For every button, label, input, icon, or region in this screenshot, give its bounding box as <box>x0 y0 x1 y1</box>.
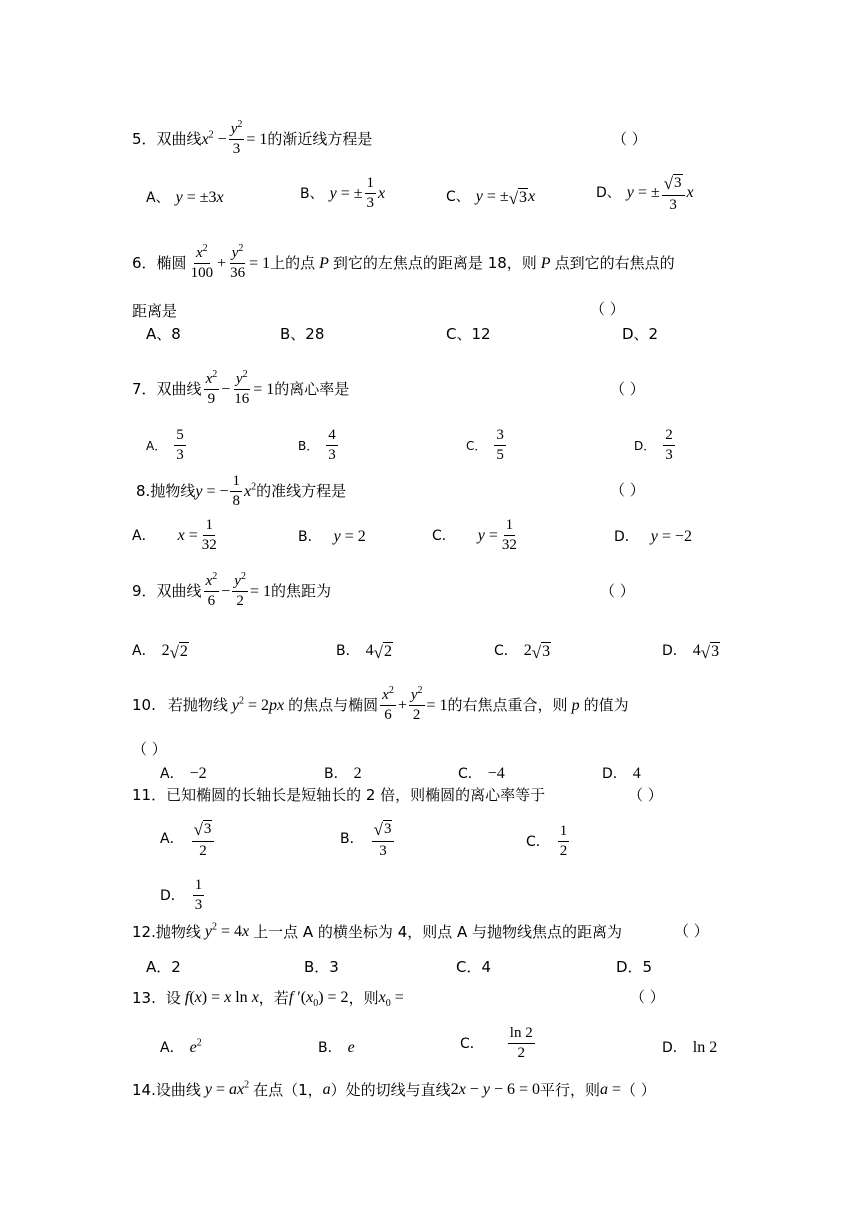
q9-option-b[interactable]: B． 4 √ 2 <box>336 642 392 662</box>
q6-option-a[interactable]: A、8 <box>146 325 181 343</box>
q5-option-d[interactable]: D、 y = ± √ 3 3 x <box>596 173 694 213</box>
q11-answer-paren[interactable]: （ ） <box>628 786 663 804</box>
q10-option-c[interactable]: C． −4 <box>458 765 505 782</box>
q10-answer-paren[interactable]: （ ） <box>132 740 167 758</box>
q14-answer-paren[interactable]: （ ） <box>621 1080 656 1099</box>
q10-option-a[interactable]: A． −2 <box>160 765 207 782</box>
q11-option-b[interactable]: B． √ 3 3 <box>340 820 396 859</box>
q13-stem: 13. 设 f(x) = x ln x ，若 f $'(x_0) = 2$ ，则 $x_0$ = <box>132 988 404 1010</box>
q13-option-a[interactable]: A． $e^2$ <box>160 1037 202 1056</box>
q6-option-c[interactable]: C、12 <box>446 325 491 343</box>
q5-stem: 5． 双曲线 $x^2$ − $\frac{y^2}{3}$ = 1 的渐近线方程是 <box>132 119 373 157</box>
q8-stem: 8. 抛物线 y = − $\frac{1}{8}$ $x^2$ 的准线方程是 <box>136 473 347 509</box>
q11-option-a[interactable]: A． √ 3 2 <box>160 820 216 859</box>
q6-option-d[interactable]: D、2 <box>622 325 659 343</box>
q10-option-b[interactable]: B． 2 <box>324 765 362 782</box>
q5-option-c[interactable]: C、 y = ± √ 3 x <box>446 188 536 208</box>
q13-option-b[interactable]: B． e <box>318 1039 355 1056</box>
q6-answer-paren[interactable]: （ ） <box>590 300 625 318</box>
q8-option-c[interactable]: C． y = $\frac{1}{32}$ <box>432 517 517 553</box>
q7-option-a[interactable]: A． $\frac{5}{3}$ <box>146 427 184 463</box>
q11-stem: 11．已知椭圆的长轴长是短轴长的 2 倍，则椭圆的离心率等于 <box>132 786 546 804</box>
q9-stem: 9． 双曲线 $\frac{x^2}{6}$ − $\frac{y^2}{2}$ = 1 的焦距为 <box>132 571 331 609</box>
q7-answer-paren[interactable]: （ ） <box>610 380 645 398</box>
q11-option-d[interactable]: D． $\frac{1}{3}$ <box>160 877 203 913</box>
q6-stem: 6． 椭圆 $\frac{x^2}{100}$ + $\frac{y^2}{36}$ = 1 上的点 P 到它的左焦点的距离是 18，则 P 点到它的右焦点的 <box>132 243 675 281</box>
q8-answer-paren[interactable]: （ ） <box>610 481 645 499</box>
q10-option-d[interactable]: D． 4 <box>602 765 641 782</box>
q6-stem-line2: 距离是 <box>132 302 178 320</box>
q12-option-a[interactable]: A．2 <box>146 958 181 976</box>
q13-option-d[interactable]: D． ln 2 <box>662 1039 718 1056</box>
q7-stem: 7． 双曲线 $\frac{x^2}{9}$ − $\frac{y^2}{16}$ = 1 的离心率是 <box>132 369 350 407</box>
q12-option-b[interactable]: B．3 <box>304 958 339 976</box>
q7-option-c[interactable]: C． $\frac{3}{5}$ <box>466 427 504 463</box>
q5-option-b[interactable]: B、 y = ± $\frac{1}{3}$ x <box>300 175 386 211</box>
q14-stem: 14. 设曲线 $y = ax^2$ 在点（1， a ）处的切线与直线 2x − y − 6 = 0 平行，则 a = （ ） <box>132 1079 656 1099</box>
q5-answer-paren[interactable]: （ ） <box>612 130 647 148</box>
q9-option-a[interactable]: A． 2 √ 2 <box>132 642 188 662</box>
q12-option-d[interactable]: D．5 <box>616 958 653 976</box>
q12-option-c[interactable]: C．4 <box>456 958 492 976</box>
q11-option-c[interactable]: C． $\frac{1}{2}$ <box>526 823 568 859</box>
q5-option-a[interactable]: A、 y = ±3x <box>146 189 224 206</box>
q9-answer-paren[interactable]: （ ） <box>600 582 635 600</box>
q9-option-c[interactable]: C． 2 √ 3 <box>494 642 551 662</box>
q12-answer-paren[interactable]: （ ） <box>674 922 709 940</box>
q7-option-b[interactable]: B． $\frac{4}{3}$ <box>298 427 336 463</box>
q13-answer-paren[interactable]: （ ） <box>630 988 665 1006</box>
q10-stem: 10. 若抛物线 $y^2 = 2px$ 的焦点与椭圆 $\frac{x^2}{6}$ + $\frac{y^2}{2}$ = 1 的右焦点重合，则 p 的值为 <box>132 685 629 723</box>
q7-option-d[interactable]: D． $\frac{2}{3}$ <box>634 427 673 463</box>
q9-option-d[interactable]: D． 4 √ 3 <box>662 642 720 662</box>
q13-option-c[interactable]: C． $\frac{\ln 2}{2}$ <box>460 1025 533 1061</box>
q8-option-d[interactable]: D． y = −2 <box>614 528 692 545</box>
q12-stem: 12. 抛物线 $y^2 = 4x$ 上一点 A 的横坐标为 4，则点 A 与抛物线焦点的距离为 <box>132 921 623 941</box>
q8-option-b[interactable]: B． y = 2 <box>298 528 366 545</box>
q8-option-a[interactable]: A． x = $\frac{1}{32}$ <box>132 517 217 553</box>
q6-option-b[interactable]: B、28 <box>280 325 325 343</box>
